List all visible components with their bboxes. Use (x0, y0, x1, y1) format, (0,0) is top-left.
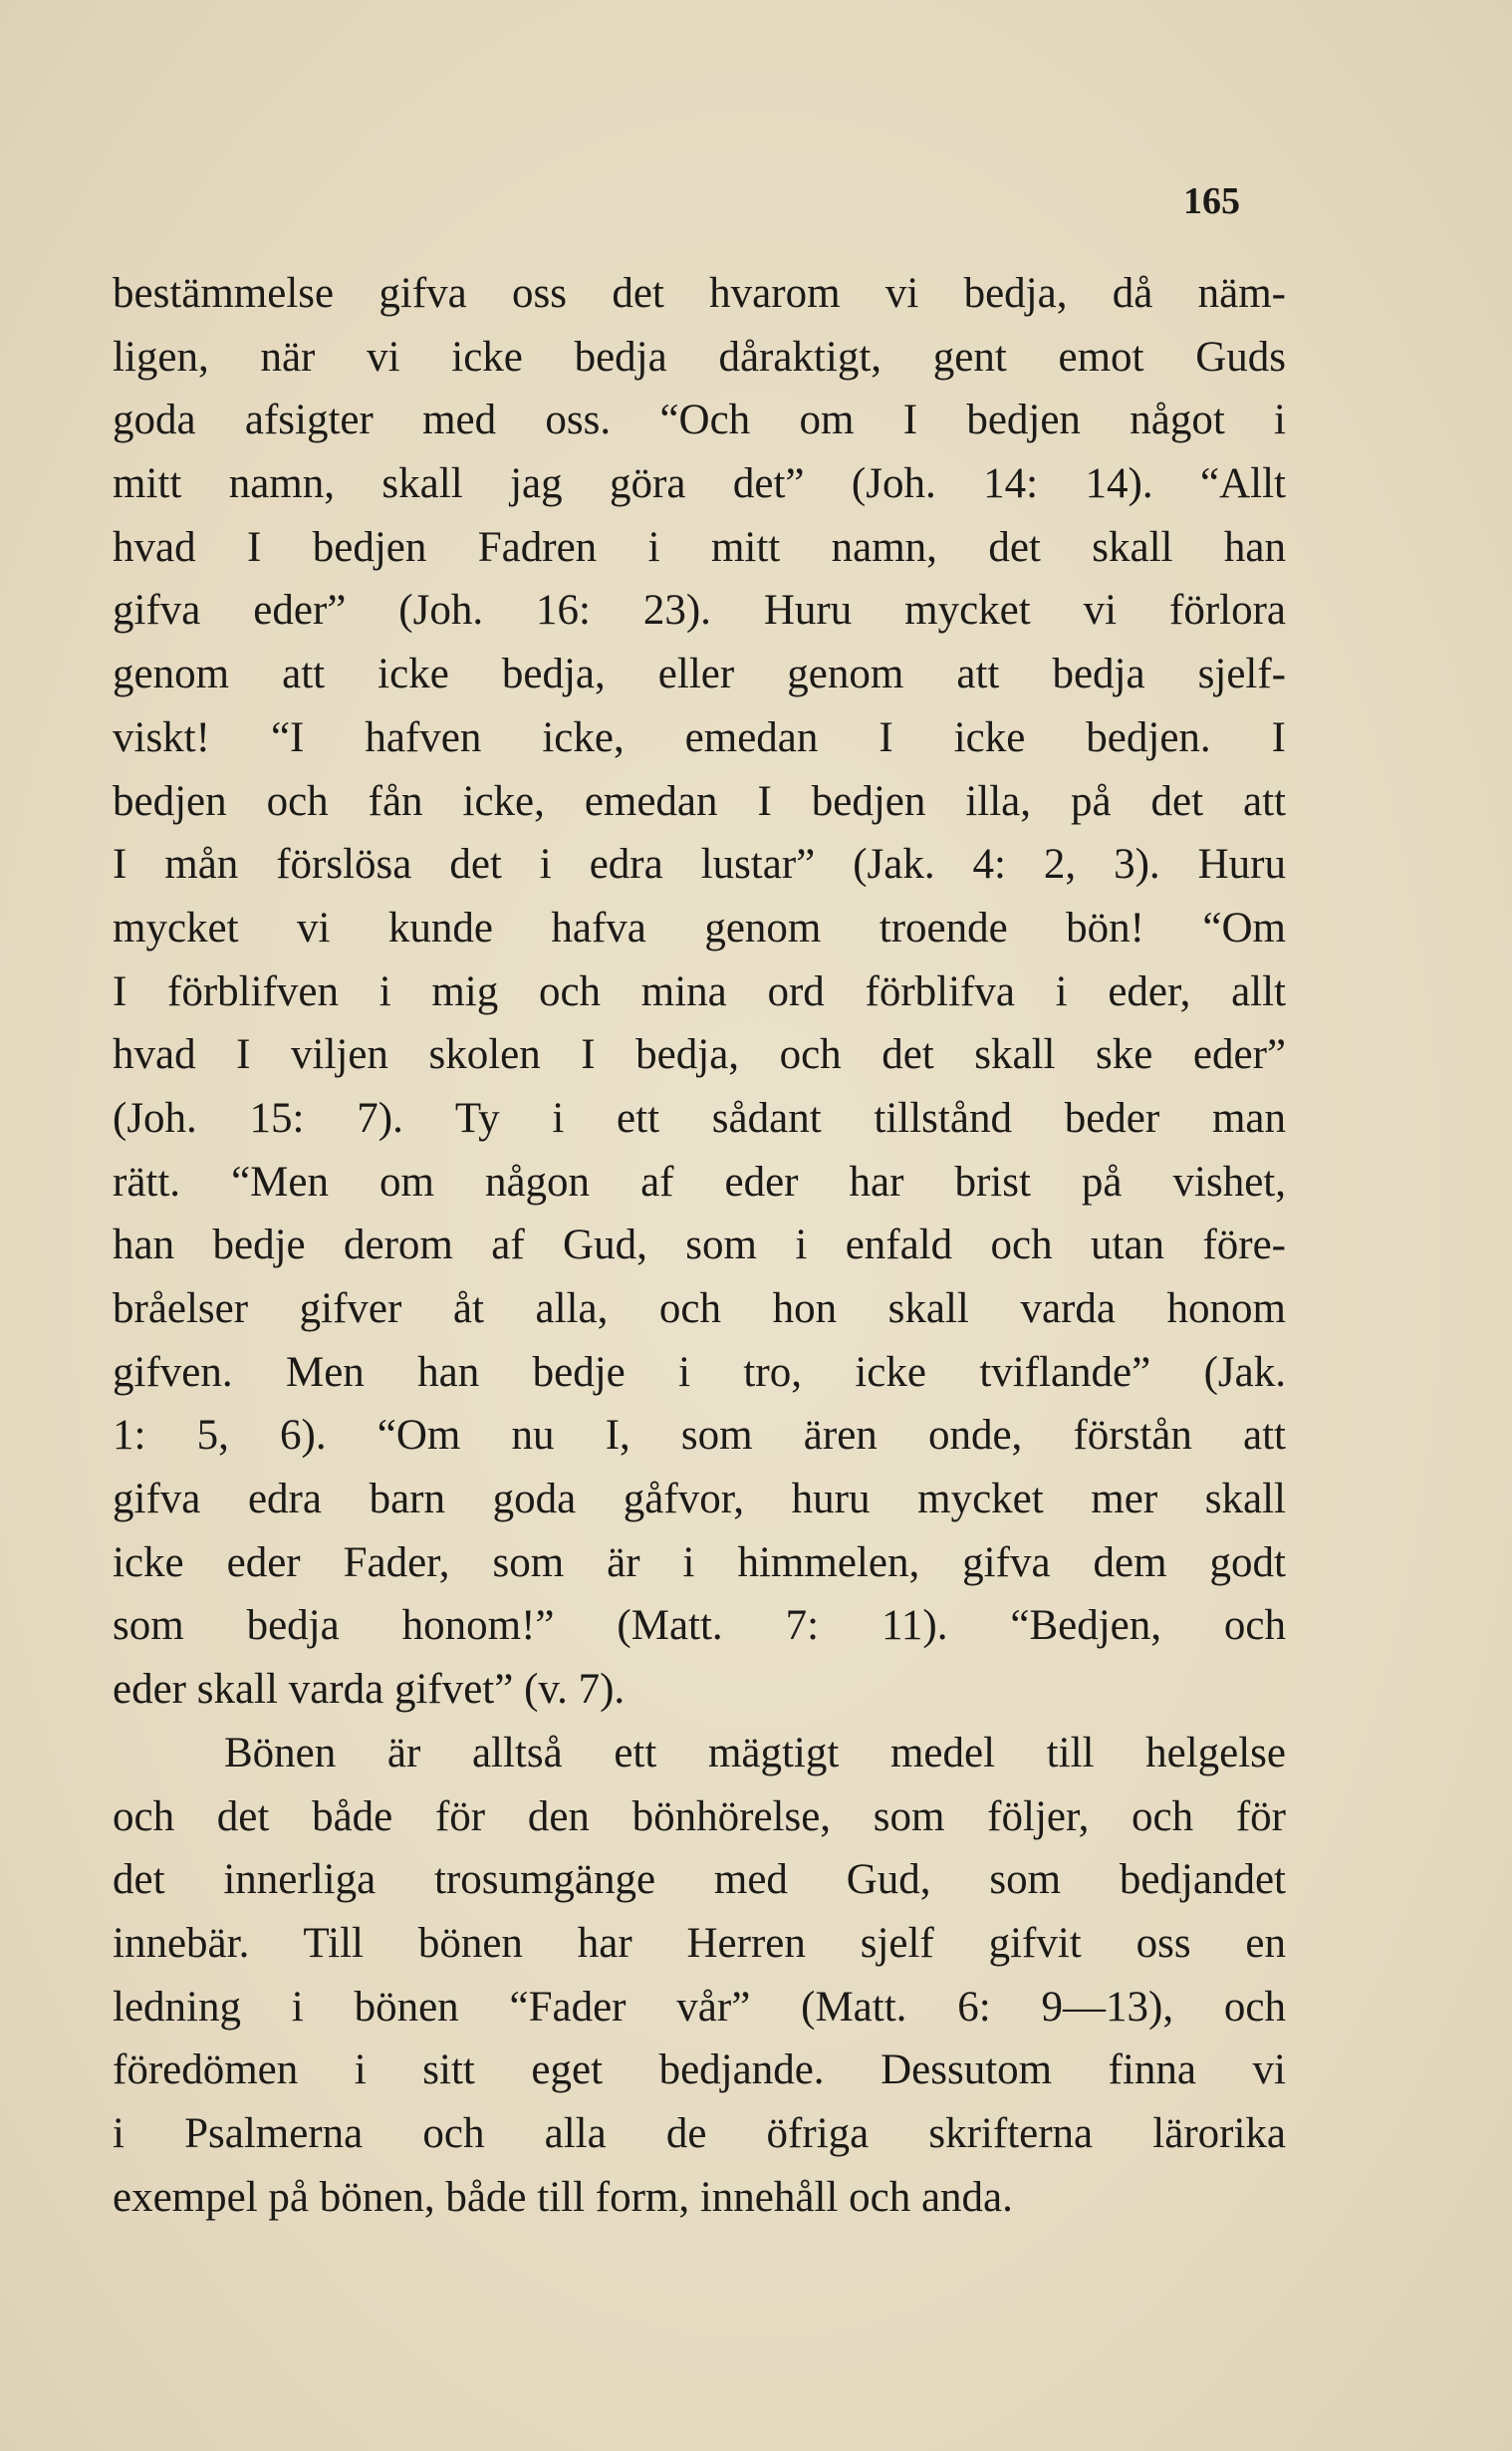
text-line: I förblifven i mig och mina ord förblifva i eder, allt (113, 967, 1286, 1015)
text-line: det innerliga trosumgänge med Gud, som bedjandet (113, 1856, 1286, 1904)
text-line: genom att icke bedja, eller genom att bedja sjelf- (113, 651, 1286, 698)
text-line: gifva eder” (Joh. 16: 23). Huru mycket vi förlora (113, 587, 1286, 635)
text-line: föredömen i sitt eget bedjande. Dessutom finna vi (113, 2046, 1286, 2094)
text-line: Bönen är alltså ett mägtigt medel till helgelse (224, 1729, 1286, 1776)
paragraph-start-line (113, 1722, 1286, 1785)
page-number: 165 (1183, 180, 1240, 222)
body-text (113, 262, 1286, 2229)
text-line: hvad I bedjen Fadren i mitt namn, det skall han (113, 523, 1286, 571)
text-line: han bedje derom af Gud, som i enfald och utan före- (113, 1222, 1286, 1269)
text-line: gifven. Men han bedje i tro, icke tviflande” (Jak. (113, 1348, 1286, 1396)
text-line: rätt. “Men om någon af eder har brist på vishet, (113, 1158, 1286, 1206)
text-line: icke eder Fader, som är i himmelen, gifva dem godt (113, 1538, 1286, 1586)
text-line: ledning i bönen “Fader vår” (Matt. 6: 9—13), och (113, 1983, 1286, 2031)
text-line: innebär. Till bönen har Herren sjelf gifvit oss en (113, 1919, 1286, 1967)
text-line: bestämmelse gifva oss det hvarom vi bedja, då näm- (113, 270, 1286, 317)
text-line: hvad I viljen skolen I bedja, och det skall ske eder” (113, 1031, 1286, 1079)
text-line: som bedja honom!” (Matt. 7: 11). “Bedjen, och (113, 1602, 1286, 1650)
text-line: mycket vi kunde hafva genom troende bön! “Om (113, 904, 1286, 952)
text-line: I mån förslösa det i edra lustar” (Jak. 4: 2, 3). Huru (113, 841, 1286, 889)
text-line: mitt namn, skall jag göra det” (Joh. 14: 14). “Allt (113, 460, 1286, 508)
text-line: gifva edra barn goda gåfvor, huru mycket mer skall (113, 1476, 1286, 1523)
text-line: goda afsigter med oss. “Och om I bedjen något i (113, 397, 1286, 444)
text-line: ligen, när vi icke bedja dåraktigt, gent emot Guds (113, 333, 1286, 381)
paragraph-end-line: exempel på bönen, både till form, innehåll och anda. (113, 2173, 1013, 2221)
text-line: i Psalmerna och alla de öfriga skrifterna lärorika (113, 2109, 1286, 2157)
text-line: bedjen och fån icke, emedan I bedjen illa, på det att (113, 777, 1286, 825)
text-line: 1: 5, 6). “Om nu I, som ären onde, förstån att (113, 1412, 1286, 1460)
text-line: (Joh. 15: 7). Ty i ett sådant tillstånd beder man (113, 1094, 1286, 1142)
text-line: bråelser gifver åt alla, och hon skall varda honom (113, 1285, 1286, 1332)
paragraph-end-line: eder skall varda gifvet” (v. 7). (113, 1666, 626, 1714)
text-line: viskt! “I hafven icke, emedan I icke bedjen. I (113, 713, 1286, 761)
text-line: och det både för den bönhörelse, som följer, och för (113, 1792, 1286, 1840)
